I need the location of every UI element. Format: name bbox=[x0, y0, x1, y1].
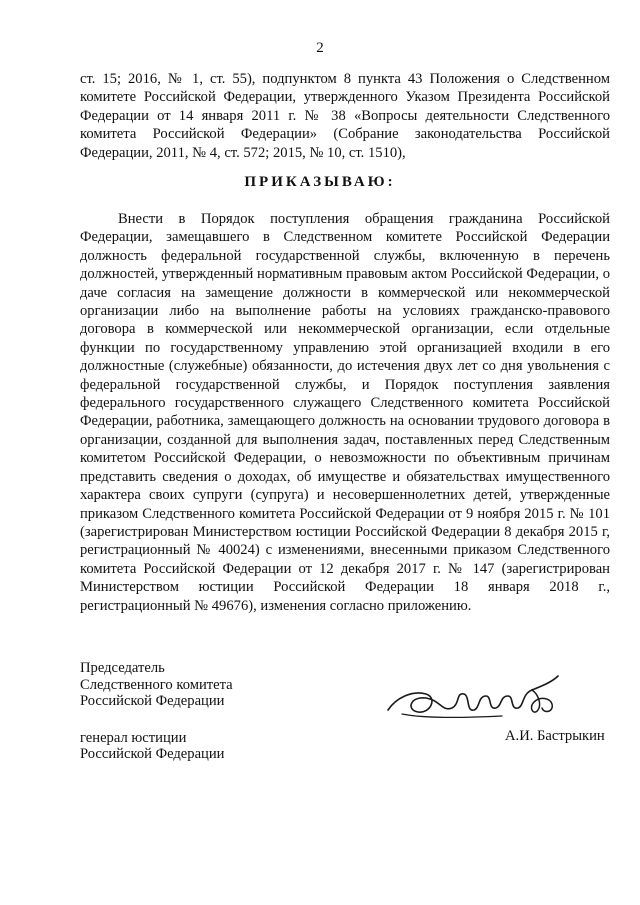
page-number: 2 bbox=[316, 40, 324, 56]
signer-name: А.И. Бастрыкин bbox=[505, 728, 605, 744]
signatory-position-line: Следственного комитета bbox=[80, 676, 233, 693]
signatory-position-line: Российской Федерации bbox=[80, 693, 225, 710]
signatory-position-line: Председатель bbox=[80, 660, 165, 676]
handwritten-signature bbox=[382, 668, 572, 728]
order-heading: ПРИКАЗЫВАЮ: bbox=[244, 174, 396, 190]
signatory-title-block bbox=[80, 660, 233, 763]
intro-paragraph: ст. 15; 2016, № 1, ст. 55), подпунктом 8 пункта 43 Положения о Следственном комитете Российской Федерации, утвержденного Указом Президента Российской Федерации от 14 января 2011 г. № 38 «Вопросы деятельности Следственного комитета Российской Федерации» (Собрание законодательства Российской Федерации, 2011, № 4, ст. 572; 2015, № 10, ст. 1510), bbox=[80, 71, 610, 161]
main-paragraph: Внести в Порядок поступления обращения гражданина Российской Федерации, замещавшего в Следственном комитете Российской Федерации должность федеральной государственной службы, включенную в перечень должностей, утвержденный нормативным правовым актом Российской Федерации, о даче согласия на замещение должности в коммерческой или некоммерческой организации либо на выполнение работы на условиях гражданско-правового договора в коммерческой или некоммерческой организации, если отдельные функции по государственному управлению этой организацией входили в его должностные (служебные) обязанности, до истечения двух лет со дня увольнения с федеральной государственной службы, и Порядок поступления заявления федерального государственного служащего Следственного комитета Российской Федерации, работника, замещающего должность на основании трудового договора в организации, созданной для выполнения задач, поставленных перед Следственным комитетом Российской Федерации, о невозможности по объективным причинам представить сведения о доходах, об имуществе и обязательствах имущественного характера своих супруги (супруга) и несовершеннолетних детей, утвержденные приказом Следственного комитета Российской Федерации от 9 ноября 2015 г. № 101 (зарегистрирован Министерством юстиции Российской Федерации 8 декабря 2015 г, регистрационный № 40024) с изменениями, внесенными приказом Следственного комитета Российской Федерации от 12 декабря 2017 г. № 147 (зарегистрирован Министерством юстиции Российской Федерации 18 января 2018 г., регистрационный № 49676), изменения согласно приложению. bbox=[80, 211, 610, 614]
signatory-rank-line: Российской Федерации bbox=[80, 746, 225, 763]
signatory-rank-line: генерал юстиции bbox=[80, 729, 187, 746]
